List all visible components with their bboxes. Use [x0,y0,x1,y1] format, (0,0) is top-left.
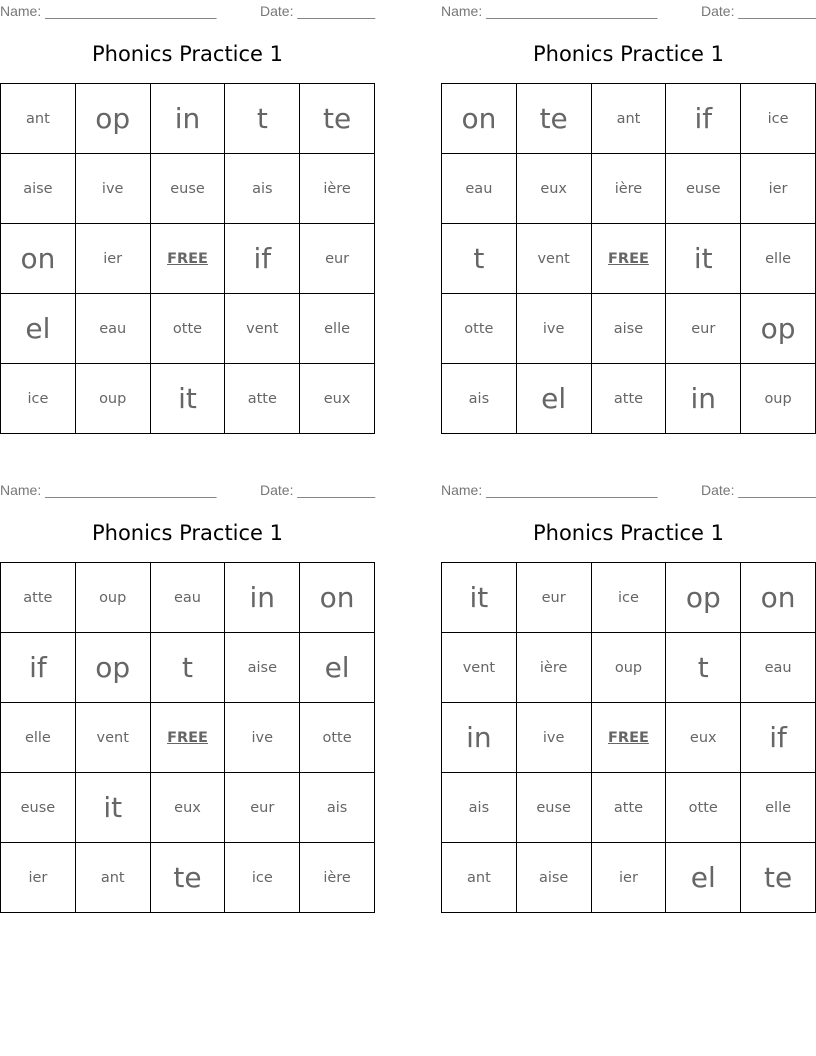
bingo-cell[interactable]: aise [225,633,300,703]
bingo-cell[interactable]: atte [591,773,666,843]
bingo-cell[interactable]: ant [442,843,517,913]
bingo-cell[interactable]: ais [300,773,375,843]
bingo-cell[interactable]: te [741,843,816,913]
bingo-cell[interactable]: atte [591,364,666,434]
name-date-header [0,482,376,500]
bingo-cell[interactable]: vent [225,294,300,364]
bingo-cell[interactable]: ice [591,563,666,633]
grid-row [1,224,375,294]
bingo-cell[interactable]: te [150,843,225,913]
bingo-cell[interactable]: otte [442,294,517,364]
grid-row [442,563,816,633]
bingo-cell[interactable]: eau [75,294,150,364]
grid-row [1,364,375,434]
bingo-cell[interactable]: it [666,224,741,294]
date-field[interactable]: Date: __________ [701,482,816,498]
bingo-cell[interactable]: if [1,633,76,703]
bingo-cell[interactable]: ive [225,703,300,773]
bingo-cell[interactable]: eau [150,563,225,633]
bingo-cell[interactable]: ice [741,84,816,154]
bingo-cell[interactable]: euse [666,154,741,224]
bingo-cell[interactable]: eur [666,294,741,364]
bingo-cell[interactable]: op [666,563,741,633]
bingo-cell[interactable]: eux [300,364,375,434]
free-space[interactable]: FREE [150,224,225,294]
bingo-cell[interactable]: in [150,84,225,154]
free-space[interactable]: FREE [591,703,666,773]
bingo-grid [441,83,816,434]
bingo-cell[interactable]: ant [591,84,666,154]
bingo-cell[interactable]: ive [516,703,591,773]
name-field[interactable]: Name: ______________________ [0,3,217,19]
grid-row [442,154,816,224]
bingo-cell[interactable]: on [442,84,517,154]
bingo-cell[interactable]: oup [591,633,666,703]
name-field[interactable]: Name: ______________________ [0,482,217,498]
bingo-cell[interactable]: ais [225,154,300,224]
bingo-cell[interactable]: aise [516,843,591,913]
bingo-cell[interactable]: atte [225,364,300,434]
bingo-cell[interactable]: ice [225,843,300,913]
name-date-header [0,3,376,21]
bingo-cell[interactable]: el [516,364,591,434]
bingo-cell[interactable]: t [150,633,225,703]
bingo-cell[interactable]: aise [1,154,76,224]
bingo-cell[interactable]: t [442,224,517,294]
grid-row [1,294,375,364]
bingo-cell[interactable]: otte [300,703,375,773]
bingo-cell[interactable]: on [741,563,816,633]
bingo-cell[interactable]: ais [442,773,517,843]
bingo-cell[interactable]: ant [1,84,76,154]
bingo-cell[interactable]: op [75,84,150,154]
bingo-cell[interactable]: ière [591,154,666,224]
grid-row [1,84,375,154]
bingo-cell[interactable]: elle [300,294,375,364]
bingo-cell[interactable]: eau [442,154,517,224]
bingo-cell[interactable]: vent [442,633,517,703]
free-space[interactable]: FREE [150,703,225,773]
grid-row [442,633,816,703]
bingo-cell[interactable]: if [741,703,816,773]
bingo-cell[interactable]: eux [666,703,741,773]
bingo-cell[interactable]: oup [75,563,150,633]
bingo-cell[interactable]: otte [150,294,225,364]
bingo-cell[interactable]: eur [516,563,591,633]
grid-row [442,843,816,913]
bingo-cell[interactable]: if [666,84,741,154]
bingo-cell[interactable]: t [225,84,300,154]
bingo-cell[interactable]: eur [225,773,300,843]
bingo-cell[interactable]: ais [442,364,517,434]
bingo-cell[interactable]: euse [1,773,76,843]
bingo-cell[interactable]: oup [75,364,150,434]
name-date-header [441,3,816,21]
bingo-cell[interactable]: t [666,633,741,703]
bingo-cell[interactable]: euse [516,773,591,843]
bingo-cell[interactable]: eux [150,773,225,843]
grid-row [442,364,816,434]
bingo-grid [0,562,375,913]
bingo-cell[interactable]: vent [75,703,150,773]
bingo-cell[interactable]: ice [1,364,76,434]
grid-row [1,633,375,703]
card-title: Phonics Practice 1 [532,42,725,66]
card-title: Phonics Practice 1 [91,42,284,66]
card-title: Phonics Practice 1 [91,521,284,545]
name-field[interactable]: Name: ______________________ [441,3,658,19]
date-field[interactable]: Date: __________ [701,3,816,19]
grid-row [442,773,816,843]
bingo-cell[interactable]: ant [75,843,150,913]
bingo-cell[interactable]: elle [1,703,76,773]
bingo-cell[interactable]: in [666,364,741,434]
bingo-cell[interactable]: in [225,563,300,633]
bingo-cell[interactable]: atte [1,563,76,633]
bingo-cell[interactable]: te [300,84,375,154]
grid-row [1,154,375,224]
bingo-cell[interactable]: vent [516,224,591,294]
date-field[interactable]: Date: __________ [260,482,376,498]
bingo-cell[interactable]: on [300,563,375,633]
bingo-cell[interactable]: ière [300,843,375,913]
bingo-cell[interactable]: in [442,703,517,773]
date-field[interactable]: Date: __________ [260,3,376,19]
bingo-cell[interactable]: elle [741,224,816,294]
name-date-header [441,482,816,500]
bingo-cell[interactable]: ier [591,843,666,913]
bingo-cell[interactable]: el [300,633,375,703]
name-field[interactable]: Name: ______________________ [441,482,658,498]
grid-row [1,563,375,633]
bingo-cell[interactable]: el [1,294,76,364]
bingo-cell[interactable]: otte [666,773,741,843]
bingo-cell[interactable]: ière [516,633,591,703]
free-space[interactable]: FREE [591,224,666,294]
bingo-cell[interactable]: on [1,224,76,294]
bingo-cell[interactable]: eau [741,633,816,703]
bingo-cell[interactable]: elle [741,773,816,843]
grid-row [1,773,375,843]
bingo-cell[interactable]: it [75,773,150,843]
grid-row [1,843,375,913]
bingo-grid [441,562,816,913]
bingo-grid [0,83,375,434]
bingo-cell[interactable]: op [741,294,816,364]
bingo-cell[interactable]: oup [741,364,816,434]
bingo-cell[interactable]: ier [1,843,76,913]
grid-row [442,84,816,154]
grid-row [442,703,816,773]
bingo-cell[interactable]: ive [516,294,591,364]
bingo-cell[interactable]: eur [300,224,375,294]
bingo-cell[interactable]: ière [300,154,375,224]
bingo-cell[interactable]: el [666,843,741,913]
bingo-cell[interactable]: op [75,633,150,703]
bingo-cell[interactable]: ive [75,154,150,224]
bingo-cell[interactable]: ier [741,154,816,224]
bingo-cell[interactable]: te [516,84,591,154]
bingo-cell[interactable]: aise [591,294,666,364]
bingo-cell[interactable]: ier [75,224,150,294]
grid-row [442,224,816,294]
grid-row [442,294,816,364]
bingo-cell[interactable]: euse [150,154,225,224]
grid-row [1,703,375,773]
bingo-cell[interactable]: eux [516,154,591,224]
card-title: Phonics Practice 1 [532,521,725,545]
bingo-cell[interactable]: it [442,563,517,633]
bingo-cell[interactable]: if [225,224,300,294]
bingo-cell[interactable]: it [150,364,225,434]
